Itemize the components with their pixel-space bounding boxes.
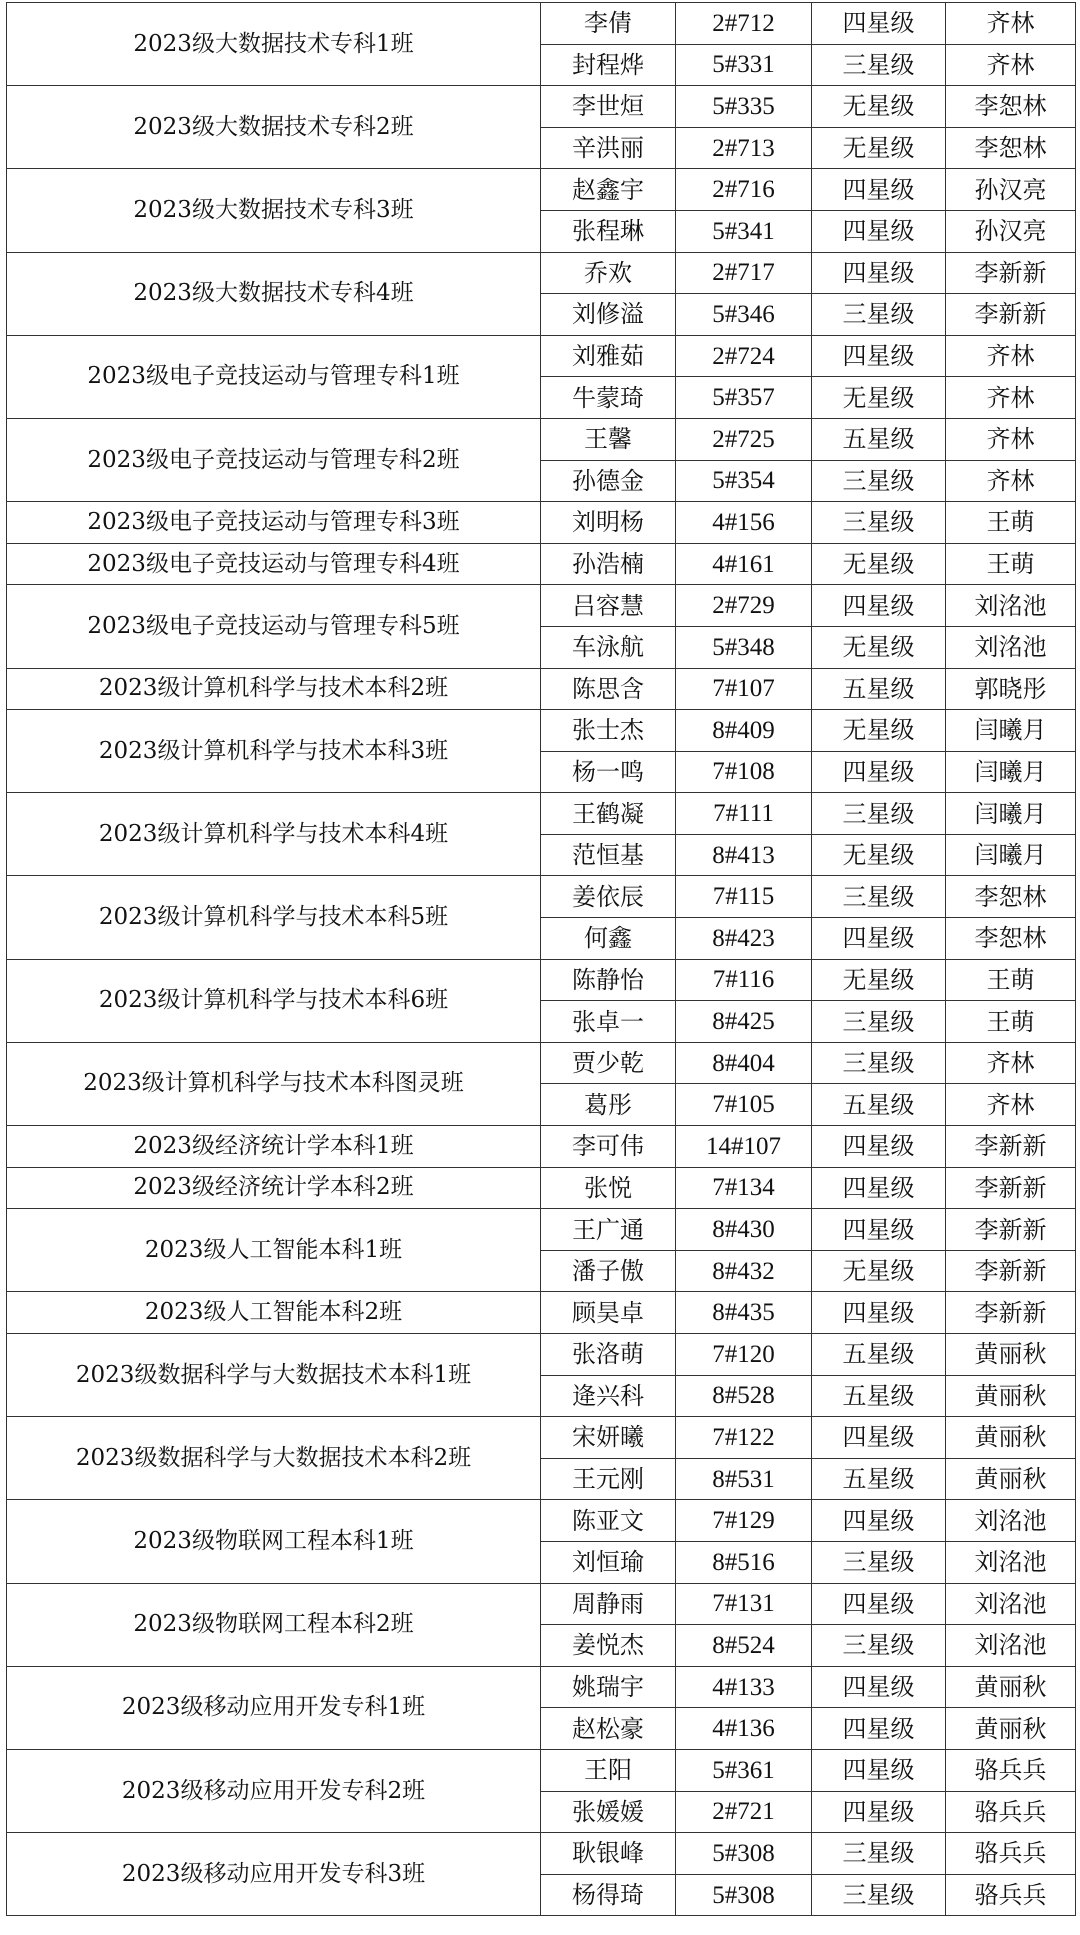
star-rating-cell: 三星级 <box>812 1833 946 1875</box>
student-name-cell: 耿银峰 <box>541 1833 676 1875</box>
counselor-name-cell: 齐林 <box>946 1084 1076 1126</box>
student-name-cell: 何鑫 <box>541 918 676 960</box>
star-rating-cell: 三星级 <box>812 1874 946 1916</box>
dorm-room-cell: 8#528 <box>676 1375 812 1417</box>
dorm-room-cell: 7#107 <box>676 668 812 710</box>
counselor-name-cell: 王萌 <box>946 959 1076 1001</box>
star-rating-cell: 五星级 <box>812 1458 946 1500</box>
counselor-name-cell: 孙汉亮 <box>946 210 1076 252</box>
table-row <box>7 1833 1076 1875</box>
dorm-room-cell: 8#516 <box>676 1541 812 1583</box>
counselor-name-cell: 黄丽秋 <box>946 1666 1076 1708</box>
table-row <box>7 1583 1076 1625</box>
star-rating-cell: 无星级 <box>812 86 946 128</box>
counselor-name-cell: 闫曦月 <box>946 834 1076 876</box>
dorm-room-cell: 4#156 <box>676 502 812 544</box>
class-name-cell: 2023级经济统计学本科1班 <box>7 1126 541 1168</box>
star-rating-cell: 四星级 <box>812 1583 946 1625</box>
star-rating-cell: 三星级 <box>812 502 946 544</box>
student-name-cell: 范恒基 <box>541 834 676 876</box>
counselor-name-cell: 闫曦月 <box>946 793 1076 835</box>
star-rating-cell: 五星级 <box>812 1084 946 1126</box>
table-row <box>7 169 1076 211</box>
dorm-room-cell: 4#161 <box>676 543 812 585</box>
dorm-room-cell: 2#725 <box>676 418 812 460</box>
dorm-room-cell: 5#308 <box>676 1833 812 1875</box>
star-rating-cell: 五星级 <box>812 1334 946 1376</box>
dorm-room-cell: 2#721 <box>676 1791 812 1833</box>
class-name-cell: 2023级数据科学与大数据技术本科2班 <box>7 1417 541 1500</box>
dorm-room-cell: 8#423 <box>676 918 812 960</box>
student-name-cell: 赵鑫宇 <box>541 169 676 211</box>
counselor-name-cell: 李新新 <box>946 1126 1076 1168</box>
star-rating-cell: 四星级 <box>812 1417 946 1459</box>
student-name-cell: 王阳 <box>541 1749 676 1791</box>
class-name-cell: 2023级电子竞技运动与管理专科4班 <box>7 543 541 585</box>
student-name-cell: 张卓一 <box>541 1001 676 1043</box>
table-row <box>7 1500 1076 1542</box>
counselor-name-cell: 骆兵兵 <box>946 1749 1076 1791</box>
star-rating-cell: 四星级 <box>812 1791 946 1833</box>
student-name-cell: 王广通 <box>541 1209 676 1251</box>
counselor-name-cell: 齐林 <box>946 44 1076 86</box>
counselor-name-cell: 李新新 <box>946 252 1076 294</box>
star-rating-cell: 无星级 <box>812 710 946 752</box>
class-name-cell: 2023级移动应用开发专科1班 <box>7 1666 541 1749</box>
star-rating-cell: 三星级 <box>812 1001 946 1043</box>
counselor-name-cell: 李恕林 <box>946 86 1076 128</box>
dorm-room-cell: 8#524 <box>676 1625 812 1667</box>
counselor-name-cell: 齐林 <box>946 1042 1076 1084</box>
class-name-cell: 2023级计算机科学与技术本科3班 <box>7 710 541 793</box>
counselor-name-cell: 齐林 <box>946 418 1076 460</box>
counselor-name-cell: 闫曦月 <box>946 751 1076 793</box>
counselor-name-cell: 王萌 <box>946 543 1076 585</box>
student-name-cell: 陈亚文 <box>541 1500 676 1542</box>
student-name-cell: 杨得琦 <box>541 1874 676 1916</box>
student-name-cell: 封程烨 <box>541 44 676 86</box>
dorm-room-cell: 4#133 <box>676 1666 812 1708</box>
dorm-room-cell: 5#346 <box>676 294 812 336</box>
student-name-cell: 姜依辰 <box>541 876 676 918</box>
dorm-room-cell: 7#134 <box>676 1167 812 1209</box>
student-name-cell: 刘雅茹 <box>541 335 676 377</box>
table-row <box>7 1334 1076 1376</box>
dorm-room-cell: 8#430 <box>676 1209 812 1251</box>
counselor-name-cell: 刘洺池 <box>946 1583 1076 1625</box>
counselor-name-cell: 齐林 <box>946 460 1076 502</box>
dormitory-rating-table <box>6 2 1076 1916</box>
dorm-room-cell: 2#729 <box>676 585 812 627</box>
dorm-room-cell: 4#136 <box>676 1708 812 1750</box>
table-row <box>7 335 1076 377</box>
dorm-room-cell: 5#354 <box>676 460 812 502</box>
star-rating-cell: 四星级 <box>812 1126 946 1168</box>
student-name-cell: 陈思含 <box>541 668 676 710</box>
dorm-room-cell: 7#116 <box>676 959 812 1001</box>
dorm-room-cell: 2#717 <box>676 252 812 294</box>
class-name-cell: 2023级大数据技术专科3班 <box>7 169 541 252</box>
counselor-name-cell: 刘洺池 <box>946 1625 1076 1667</box>
student-name-cell: 杨一鸣 <box>541 751 676 793</box>
star-rating-cell: 四星级 <box>812 3 946 45</box>
student-name-cell: 葛彤 <box>541 1084 676 1126</box>
student-name-cell: 车泳航 <box>541 626 676 668</box>
counselor-name-cell: 骆兵兵 <box>946 1874 1076 1916</box>
counselor-name-cell: 李新新 <box>946 294 1076 336</box>
student-name-cell: 刘修溢 <box>541 294 676 336</box>
student-name-cell: 张媛媛 <box>541 1791 676 1833</box>
dorm-room-cell: 2#713 <box>676 127 812 169</box>
table-row <box>7 1167 1076 1209</box>
student-name-cell: 宋妍曦 <box>541 1417 676 1459</box>
dorm-room-cell: 7#122 <box>676 1417 812 1459</box>
dorm-room-cell: 7#120 <box>676 1334 812 1376</box>
class-name-cell: 2023级大数据技术专科2班 <box>7 86 541 169</box>
student-name-cell: 孙德金 <box>541 460 676 502</box>
counselor-name-cell: 郭晓彤 <box>946 668 1076 710</box>
student-name-cell: 潘子傲 <box>541 1250 676 1292</box>
student-name-cell: 逄兴科 <box>541 1375 676 1417</box>
student-name-cell: 姚瑞宇 <box>541 1666 676 1708</box>
student-name-cell: 贾少乾 <box>541 1042 676 1084</box>
dorm-room-cell: 2#712 <box>676 3 812 45</box>
class-name-cell: 2023级物联网工程本科1班 <box>7 1500 541 1583</box>
counselor-name-cell: 李恕林 <box>946 876 1076 918</box>
student-name-cell: 姜悦杰 <box>541 1625 676 1667</box>
counselor-name-cell: 齐林 <box>946 335 1076 377</box>
star-rating-cell: 四星级 <box>812 210 946 252</box>
table-row <box>7 418 1076 460</box>
counselor-name-cell: 黄丽秋 <box>946 1375 1076 1417</box>
table-row <box>7 710 1076 752</box>
counselor-name-cell: 黄丽秋 <box>946 1417 1076 1459</box>
star-rating-cell: 四星级 <box>812 1292 946 1334</box>
dorm-room-cell: 8#435 <box>676 1292 812 1334</box>
star-rating-cell: 四星级 <box>812 918 946 960</box>
dorm-room-cell: 8#413 <box>676 834 812 876</box>
student-name-cell: 张悦 <box>541 1167 676 1209</box>
class-name-cell: 2023级电子竞技运动与管理专科3班 <box>7 502 541 544</box>
star-rating-cell: 三星级 <box>812 294 946 336</box>
class-name-cell: 2023级物联网工程本科2班 <box>7 1583 541 1666</box>
table-row <box>7 1292 1076 1334</box>
student-name-cell: 刘恒瑜 <box>541 1541 676 1583</box>
counselor-name-cell: 王萌 <box>946 1001 1076 1043</box>
table-row <box>7 1209 1076 1251</box>
student-name-cell: 顾昊卓 <box>541 1292 676 1334</box>
student-name-cell: 张洛萌 <box>541 1334 676 1376</box>
table-row <box>7 1666 1076 1708</box>
student-name-cell: 王元刚 <box>541 1458 676 1500</box>
student-name-cell: 赵松豪 <box>541 1708 676 1750</box>
dorm-room-cell: 8#531 <box>676 1458 812 1500</box>
student-name-cell: 牛蒙琦 <box>541 377 676 419</box>
counselor-name-cell: 李新新 <box>946 1209 1076 1251</box>
table-body <box>7 3 1076 1916</box>
class-name-cell: 2023级经济统计学本科2班 <box>7 1167 541 1209</box>
dorm-room-cell: 5#341 <box>676 210 812 252</box>
table-row <box>7 1749 1076 1791</box>
star-rating-cell: 四星级 <box>812 1749 946 1791</box>
counselor-name-cell: 王萌 <box>946 502 1076 544</box>
student-name-cell: 李世烜 <box>541 86 676 128</box>
student-name-cell: 乔欢 <box>541 252 676 294</box>
class-name-cell: 2023级移动应用开发专科2班 <box>7 1749 541 1832</box>
table-row <box>7 1126 1076 1168</box>
star-rating-cell: 五星级 <box>812 418 946 460</box>
star-rating-cell: 三星级 <box>812 44 946 86</box>
counselor-name-cell: 刘洺池 <box>946 585 1076 627</box>
dorm-room-cell: 7#105 <box>676 1084 812 1126</box>
star-rating-cell: 无星级 <box>812 543 946 585</box>
class-name-cell: 2023级计算机科学与技术本科图灵班 <box>7 1042 541 1125</box>
counselor-name-cell: 黄丽秋 <box>946 1334 1076 1376</box>
class-name-cell: 2023级电子竞技运动与管理专科1班 <box>7 335 541 418</box>
star-rating-cell: 四星级 <box>812 1708 946 1750</box>
dorm-room-cell: 2#716 <box>676 169 812 211</box>
table-row <box>7 585 1076 627</box>
class-name-cell: 2023级移动应用开发专科3班 <box>7 1833 541 1916</box>
table-row <box>7 543 1076 585</box>
class-name-cell: 2023级计算机科学与技术本科6班 <box>7 959 541 1042</box>
counselor-name-cell: 李新新 <box>946 1292 1076 1334</box>
counselor-name-cell: 刘洺池 <box>946 1500 1076 1542</box>
star-rating-cell: 三星级 <box>812 793 946 835</box>
counselor-name-cell: 李恕林 <box>946 127 1076 169</box>
student-name-cell: 李倩 <box>541 3 676 45</box>
dorm-room-cell: 8#404 <box>676 1042 812 1084</box>
star-rating-cell: 四星级 <box>812 751 946 793</box>
class-name-cell: 2023级计算机科学与技术本科4班 <box>7 793 541 876</box>
dorm-room-cell: 14#107 <box>676 1126 812 1168</box>
student-name-cell: 刘明杨 <box>541 502 676 544</box>
star-rating-cell: 四星级 <box>812 335 946 377</box>
dorm-room-cell: 2#724 <box>676 335 812 377</box>
counselor-name-cell: 黄丽秋 <box>946 1458 1076 1500</box>
class-name-cell: 2023级人工智能本科2班 <box>7 1292 541 1334</box>
counselor-name-cell: 刘洺池 <box>946 626 1076 668</box>
star-rating-cell: 四星级 <box>812 1209 946 1251</box>
student-name-cell: 李可伟 <box>541 1126 676 1168</box>
table-row <box>7 876 1076 918</box>
dorm-room-cell: 5#348 <box>676 626 812 668</box>
table-row <box>7 793 1076 835</box>
star-rating-cell: 三星级 <box>812 876 946 918</box>
table-row <box>7 3 1076 45</box>
star-rating-cell: 四星级 <box>812 1167 946 1209</box>
dorm-room-cell: 5#357 <box>676 377 812 419</box>
dorm-room-cell: 8#409 <box>676 710 812 752</box>
counselor-name-cell: 刘洺池 <box>946 1541 1076 1583</box>
dorm-room-cell: 7#115 <box>676 876 812 918</box>
table-row <box>7 668 1076 710</box>
dorm-room-cell: 5#361 <box>676 1749 812 1791</box>
table-row <box>7 959 1076 1001</box>
star-rating-cell: 五星级 <box>812 1375 946 1417</box>
class-name-cell: 2023级计算机科学与技术本科5班 <box>7 876 541 959</box>
star-rating-cell: 五星级 <box>812 668 946 710</box>
student-name-cell: 周静雨 <box>541 1583 676 1625</box>
student-name-cell: 王馨 <box>541 418 676 460</box>
counselor-name-cell: 骆兵兵 <box>946 1833 1076 1875</box>
star-rating-cell: 三星级 <box>812 1541 946 1583</box>
dorm-room-cell: 5#335 <box>676 86 812 128</box>
table-row <box>7 1417 1076 1459</box>
star-rating-cell: 无星级 <box>812 626 946 668</box>
dorm-room-cell: 7#111 <box>676 793 812 835</box>
student-name-cell: 张士杰 <box>541 710 676 752</box>
star-rating-cell: 四星级 <box>812 169 946 211</box>
student-name-cell: 吕容慧 <box>541 585 676 627</box>
counselor-name-cell: 李新新 <box>946 1250 1076 1292</box>
star-rating-cell: 无星级 <box>812 959 946 1001</box>
class-name-cell: 2023级大数据技术专科1班 <box>7 3 541 86</box>
counselor-name-cell: 孙汉亮 <box>946 169 1076 211</box>
counselor-name-cell: 李恕林 <box>946 918 1076 960</box>
table-row <box>7 502 1076 544</box>
student-name-cell: 王鹤凝 <box>541 793 676 835</box>
class-name-cell: 2023级数据科学与大数据技术本科1班 <box>7 1334 541 1417</box>
counselor-name-cell: 黄丽秋 <box>946 1708 1076 1750</box>
star-rating-cell: 四星级 <box>812 1500 946 1542</box>
star-rating-cell: 三星级 <box>812 460 946 502</box>
star-rating-cell: 无星级 <box>812 127 946 169</box>
counselor-name-cell: 齐林 <box>946 377 1076 419</box>
dorm-room-cell: 5#331 <box>676 44 812 86</box>
student-name-cell: 辛洪丽 <box>541 127 676 169</box>
star-rating-cell: 无星级 <box>812 377 946 419</box>
counselor-name-cell: 李新新 <box>946 1167 1076 1209</box>
class-name-cell: 2023级电子竞技运动与管理专科2班 <box>7 418 541 501</box>
dorm-room-cell: 7#131 <box>676 1583 812 1625</box>
star-rating-cell: 四星级 <box>812 252 946 294</box>
class-name-cell: 2023级大数据技术专科4班 <box>7 252 541 335</box>
counselor-name-cell: 骆兵兵 <box>946 1791 1076 1833</box>
dorm-room-cell: 7#129 <box>676 1500 812 1542</box>
star-rating-cell: 无星级 <box>812 834 946 876</box>
dorm-room-cell: 7#108 <box>676 751 812 793</box>
dorm-room-cell: 5#308 <box>676 1874 812 1916</box>
star-rating-cell: 四星级 <box>812 1666 946 1708</box>
star-rating-cell: 无星级 <box>812 1250 946 1292</box>
student-name-cell: 陈静怡 <box>541 959 676 1001</box>
dorm-room-cell: 8#432 <box>676 1250 812 1292</box>
dorm-room-cell: 8#425 <box>676 1001 812 1043</box>
counselor-name-cell: 闫曦月 <box>946 710 1076 752</box>
student-name-cell: 孙浩楠 <box>541 543 676 585</box>
star-rating-cell: 三星级 <box>812 1042 946 1084</box>
table-row <box>7 1042 1076 1084</box>
table-row <box>7 86 1076 128</box>
class-name-cell: 2023级电子竞技运动与管理专科5班 <box>7 585 541 668</box>
student-name-cell: 张程琳 <box>541 210 676 252</box>
table-row <box>7 252 1076 294</box>
counselor-name-cell: 齐林 <box>946 3 1076 45</box>
star-rating-cell: 三星级 <box>812 1625 946 1667</box>
class-name-cell: 2023级人工智能本科1班 <box>7 1209 541 1292</box>
star-rating-cell: 四星级 <box>812 585 946 627</box>
class-name-cell: 2023级计算机科学与技术本科2班 <box>7 668 541 710</box>
